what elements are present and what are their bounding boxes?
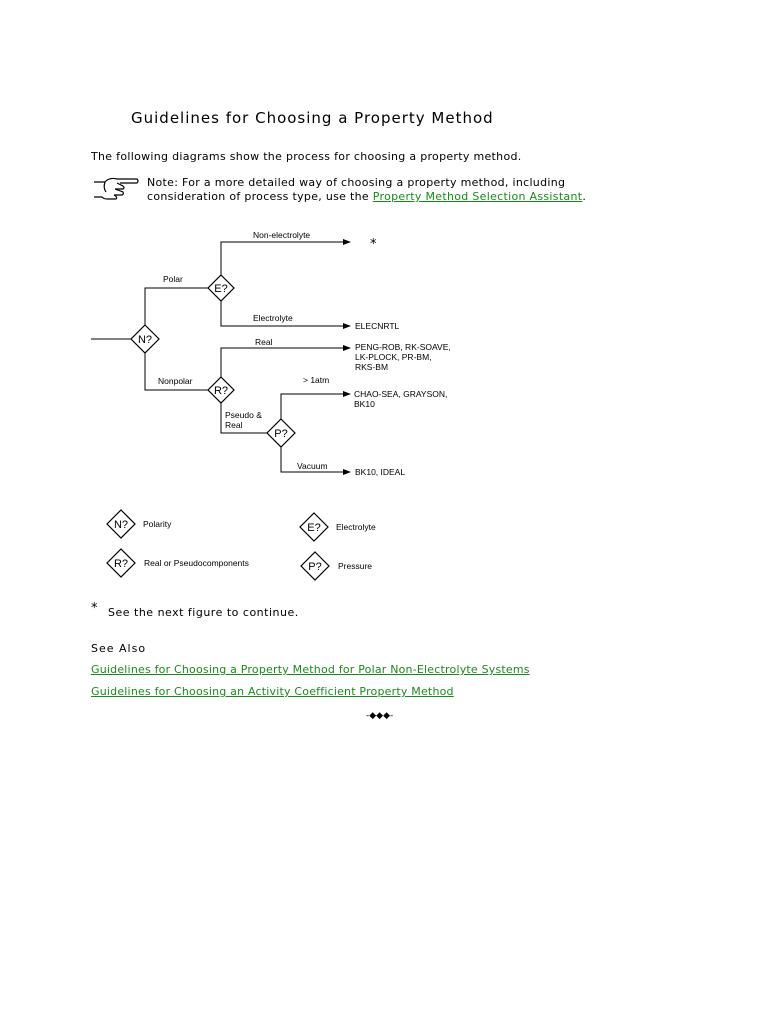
footnote-star: * <box>91 601 98 616</box>
legend-electrolyte-symbol: E? <box>307 522 321 534</box>
result-elecnrtl: ELECNRTL <box>355 321 400 331</box>
intro-text: The following diagrams show the process for choosing a property method. <box>91 150 522 163</box>
legend-polarity <box>107 510 172 538</box>
branch-real: Real <box>255 337 273 347</box>
see-also-link-polar-non-electrolyte[interactable]: Guidelines for Choosing a Property Method for Polar Non-Electrolyte Systems <box>91 663 530 676</box>
branch-nonpolar: Nonpolar <box>158 376 193 386</box>
legend-pressure-label: Pressure <box>338 561 373 571</box>
note-text: Note: For a more detailed way of choosing a property method, including consideration of process type, use the <box>147 176 566 203</box>
pressure-node <box>267 419 295 447</box>
legend <box>107 510 376 580</box>
branch-polar: Polar <box>163 274 183 284</box>
property-method-selection-assistant-link[interactable]: Property Method Selection Assistant <box>372 190 583 203</box>
legend-polarity-symbol: N? <box>113 519 129 531</box>
see-also-heading: See Also <box>91 642 147 655</box>
footnote-text: See the next figure to continue. <box>108 606 299 619</box>
legend-electrolyte <box>300 513 376 541</box>
legend-real-symbol: R? <box>113 558 129 570</box>
legend-polarity-label: Polarity <box>143 519 172 529</box>
note-paragraph <box>147 176 607 204</box>
legend-pressure-symbol: P? <box>308 561 322 573</box>
legend-real-label: Real or Pseudocomponents <box>144 558 249 568</box>
polarity-node <box>131 325 159 353</box>
branch-electrolyte: Electrolyte <box>253 313 293 323</box>
electrolyte-node <box>208 275 234 301</box>
continue-star: * <box>370 237 377 252</box>
see-also-link-activity-coefficient[interactable]: Guidelines for Choosing an Activity Coefficient Property Method <box>91 685 454 698</box>
result-high-pressure-line-1: CHAO-SEA, GRAYSON, <box>354 389 448 399</box>
pressure-node-label: P? <box>274 428 288 440</box>
legend-pressure <box>301 552 372 580</box>
legend-electrolyte-label: Electrolyte <box>336 522 376 532</box>
electrolyte-node-label: E? <box>214 283 228 295</box>
real-node <box>208 377 234 403</box>
result-vacuum: BK10, IDEAL <box>355 467 406 477</box>
result-real-line-2: LK-PLOCK, PR-BM, <box>355 352 432 362</box>
result-real-line-3: RKS-BM <box>355 362 389 372</box>
legend-real <box>107 549 249 577</box>
note-end: . <box>582 190 587 203</box>
result-real-line-1: PENG-ROB, RK-SOAVE, <box>355 342 451 352</box>
branch-pseudo-real-1: Pseudo & <box>225 410 262 420</box>
branch-pseudo-real-2: Real <box>225 420 243 430</box>
end-ornament: -◆◆◆- <box>366 711 394 721</box>
polarity-node-label: N? <box>137 334 153 346</box>
result-high-pressure-line-2: BK10 <box>354 399 375 409</box>
property-method-decision-diagram <box>0 222 768 592</box>
pointing-hand-icon <box>93 176 139 202</box>
branch-vacuum: Vacuum <box>297 461 328 471</box>
real-node-label: R? <box>213 385 229 397</box>
branch-non-electrolyte: Non-electrolyte <box>253 230 311 240</box>
page-title: Guidelines for Choosing a Property Method <box>131 109 494 127</box>
branch-gt-1atm: > 1atm <box>303 375 330 385</box>
